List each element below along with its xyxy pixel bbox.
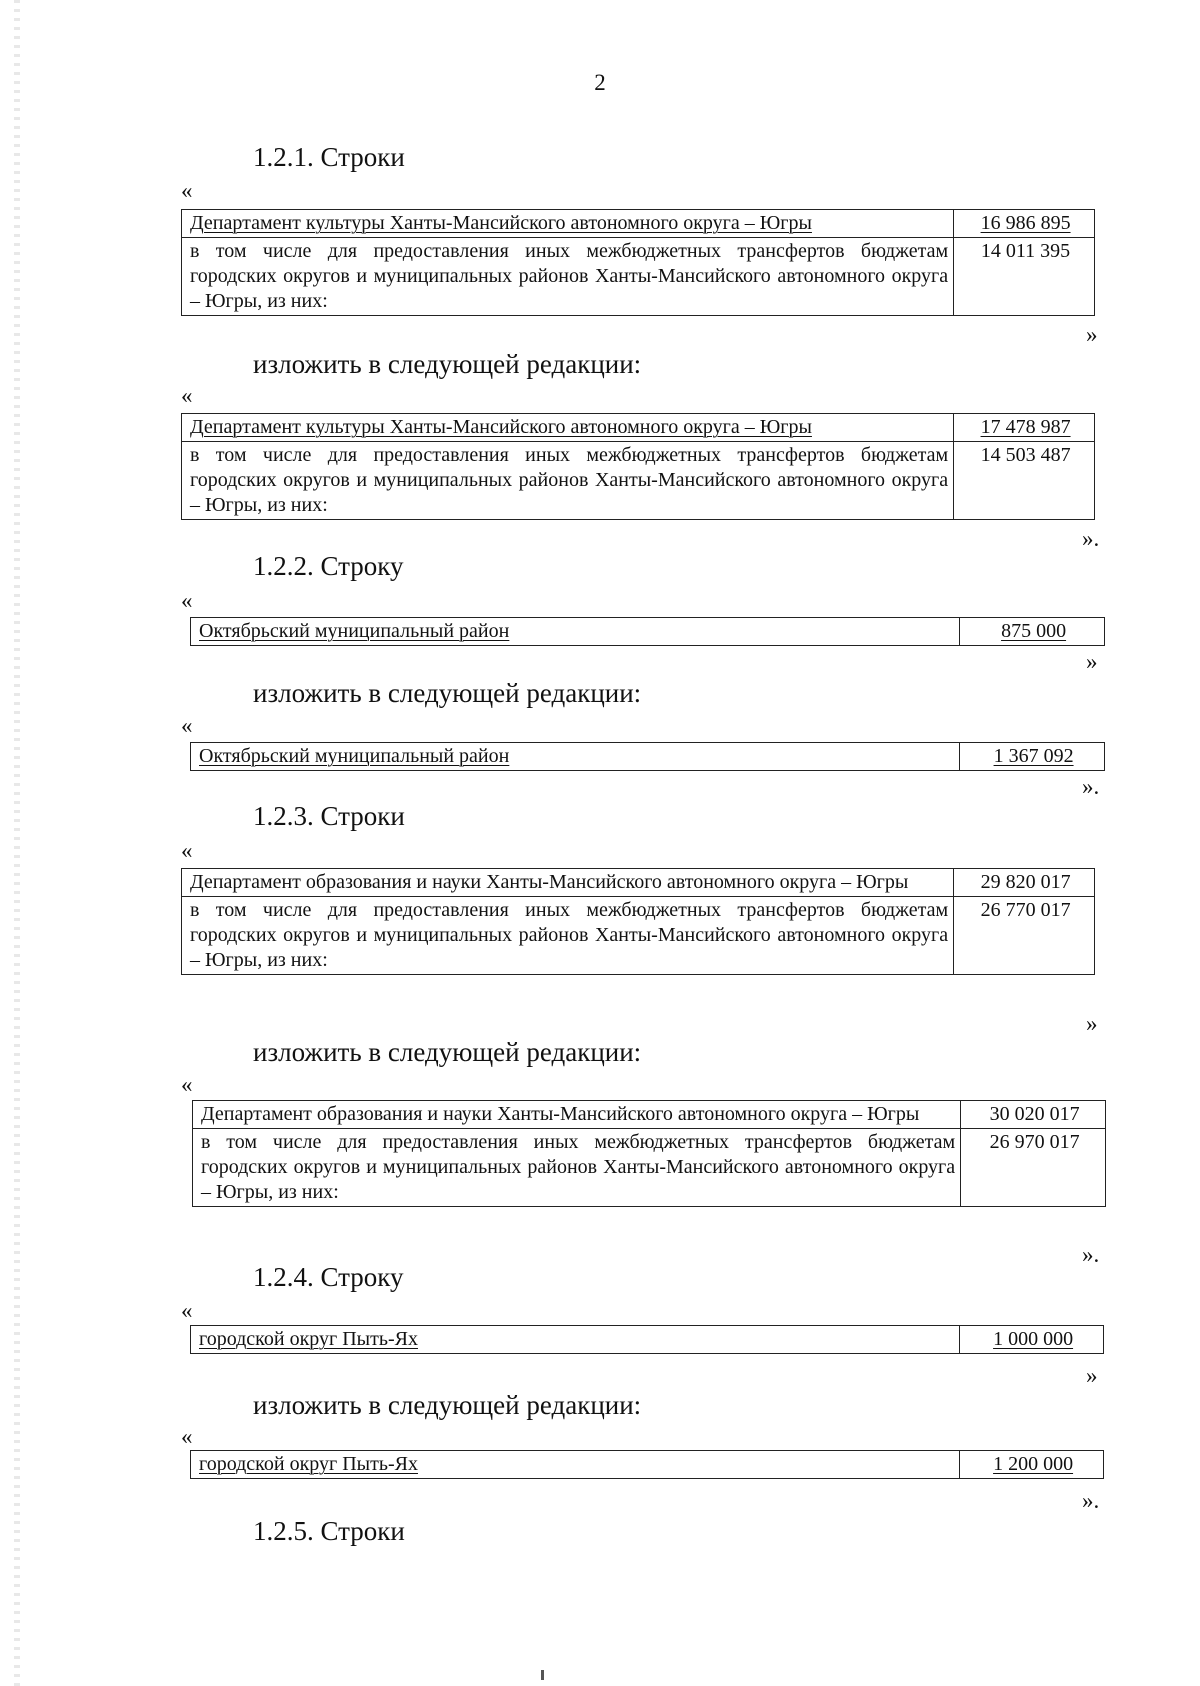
row-name: Департамент образования и науки Ханты-Мансийского автономного округа – Югры (182, 869, 954, 897)
table-1-2-3-after (192, 1100, 1106, 1207)
quote-open: « (181, 1298, 193, 1323)
table-row (182, 414, 1095, 442)
row-name: в том числе для предоставления иных межбюджетных трансфертов бюджетам городских округов и муниципальных районов Ханты-Мансийского автономного округа – Югры, из них: (182, 238, 954, 316)
section-heading-1-2-5: 1.2.5. Строки (253, 1516, 405, 1546)
quote-open: « (181, 178, 193, 203)
quote-open: « (181, 838, 193, 863)
row-name: в том числе для предоставления иных межбюджетных трансфертов бюджетам городских округов и муниципальных районов Ханты-Мансийского автономного округа – Югры, из них: (182, 442, 954, 520)
section-heading-1-2-4: 1.2.4. Строку (253, 1262, 404, 1292)
page-number: 2 (594, 70, 606, 95)
table-1-2-1-after (181, 413, 1095, 520)
quote-close: » (1086, 322, 1098, 347)
section-heading-1-2-1: 1.2.1. Строки (253, 142, 405, 172)
row-amount: 14 011 395 (954, 238, 1095, 316)
row-name: Департамент культуры Ханты-Мансийского автономного округа – Югры (182, 210, 954, 238)
scan-edge-artifact (14, 0, 20, 1686)
row-name: Октябрьский муниципальный район (191, 618, 960, 646)
quote-open: « (181, 1424, 193, 1449)
row-amount: 17 478 987 (954, 414, 1095, 442)
quote-close: » (1086, 1363, 1098, 1388)
table-1-2-3-before (181, 868, 1095, 975)
table-row (193, 1101, 1106, 1129)
table-row (182, 210, 1095, 238)
table-1-2-1-before (181, 209, 1095, 316)
row-amount: 30 020 017 (961, 1101, 1106, 1129)
quote-close: ». (1082, 526, 1100, 551)
quote-close: » (1086, 1011, 1098, 1036)
row-amount: 875 000 (960, 618, 1105, 646)
row-name: Департамент культуры Ханты-Мансийского автономного округа – Югры (182, 414, 954, 442)
table-row (182, 442, 1095, 520)
table-row (193, 1129, 1106, 1207)
table-row (182, 897, 1095, 975)
row-name: городской округ Пыть-Ях (191, 1326, 960, 1354)
table-1-2-4-after (190, 1450, 1104, 1479)
quote-open: « (181, 588, 193, 613)
table-1-2-2-after (190, 742, 1105, 771)
row-name: Департамент образования и науки Ханты-Мансийского автономного округа – Югры (193, 1101, 961, 1129)
quote-open: « (181, 383, 193, 408)
table-row (191, 1326, 1104, 1354)
row-amount: 26 970 017 (961, 1129, 1106, 1207)
row-amount: 29 820 017 (954, 869, 1095, 897)
row-amount: 26 770 017 (954, 897, 1095, 975)
redaction-label: изложить в следующей редакции: (253, 678, 642, 708)
row-name: в том числе для предоставления иных межбюджетных трансфертов бюджетам городских округов и муниципальных районов Ханты-Мансийского автономного округа – Югры, из них: (193, 1129, 961, 1207)
row-name: в том числе для предоставления иных межбюджетных трансфертов бюджетам городских округов и муниципальных районов Ханты-Мансийского автономного округа – Югры, из них: (182, 897, 954, 975)
redaction-label: изложить в следующей редакции: (253, 1037, 642, 1067)
redaction-label: изложить в следующей редакции: (253, 349, 642, 379)
quote-close: ». (1082, 1242, 1100, 1267)
row-amount: 16 986 895 (954, 210, 1095, 238)
table-row (191, 1451, 1104, 1479)
quote-close: ». (1082, 1488, 1100, 1513)
row-amount: 1 367 092 (960, 743, 1105, 771)
table-row (182, 869, 1095, 897)
row-name: городской округ Пыть-Ях (191, 1451, 960, 1479)
row-amount: 1 200 000 (960, 1451, 1104, 1479)
row-amount: 14 503 487 (954, 442, 1095, 520)
row-name: Октябрьский муниципальный район (191, 743, 960, 771)
quote-close: ». (1082, 774, 1100, 799)
quote-open: « (181, 713, 193, 738)
table-row (191, 618, 1105, 646)
table-1-2-2-before (190, 617, 1105, 646)
row-amount: 1 000 000 (960, 1326, 1104, 1354)
table-row (191, 743, 1105, 771)
scan-artifact-mark (541, 1670, 544, 1680)
table-row (182, 238, 1095, 316)
quote-open: « (181, 1072, 193, 1097)
quote-close: » (1086, 649, 1098, 674)
section-heading-1-2-3: 1.2.3. Строки (253, 801, 405, 831)
section-heading-1-2-2: 1.2.2. Строку (253, 551, 404, 581)
redaction-label: изложить в следующей редакции: (253, 1390, 642, 1420)
table-1-2-4-before (190, 1325, 1104, 1354)
